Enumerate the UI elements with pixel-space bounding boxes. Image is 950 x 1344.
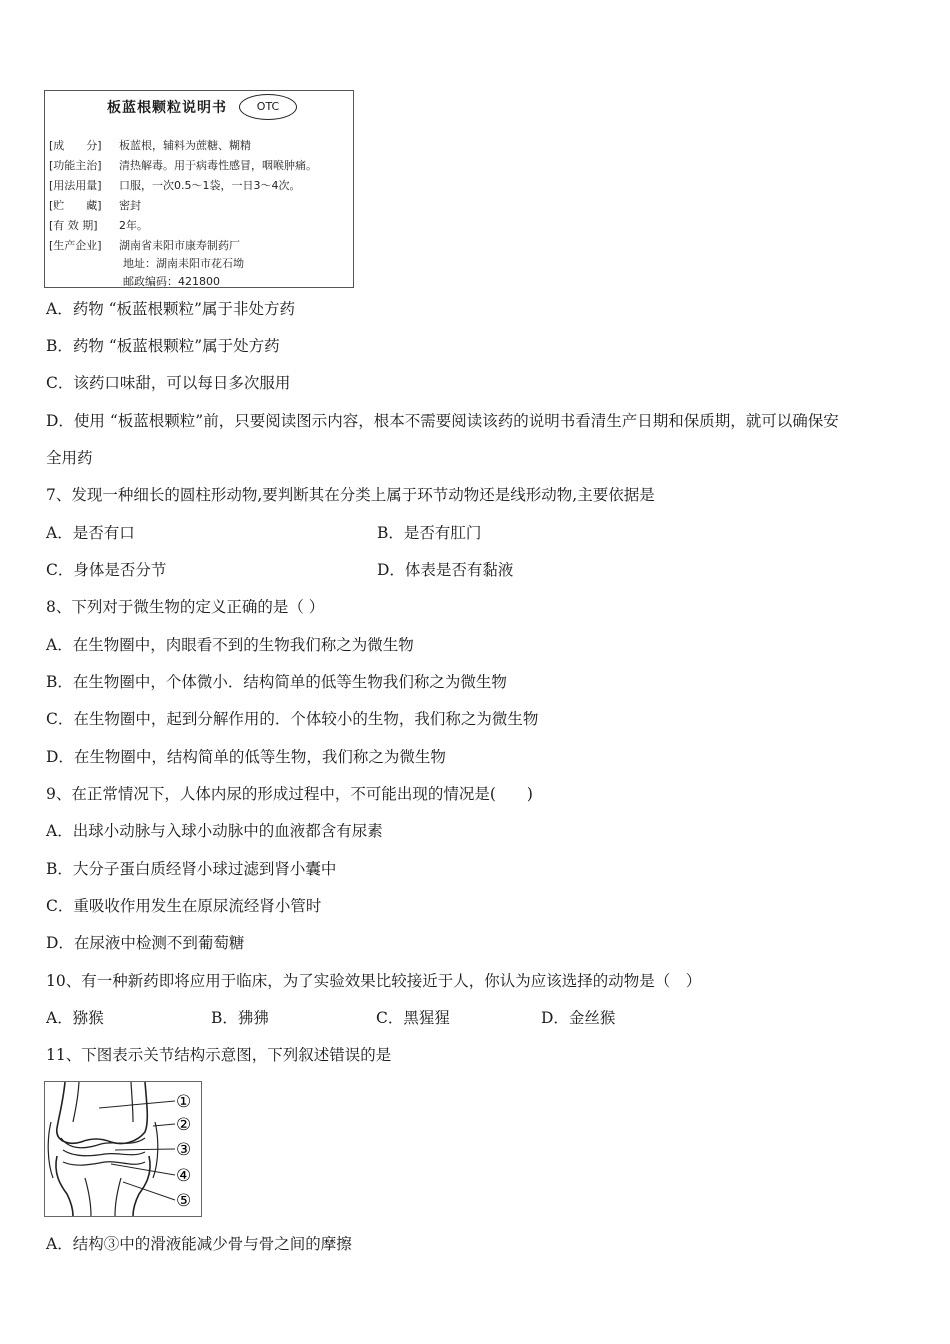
q9-option-d: D．在尿液中检测不到葡萄糖 bbox=[46, 934, 245, 952]
label-row-value: 2年。 bbox=[119, 219, 148, 232]
q11-stem: 11、下图表示关节结构示意图，下列叙述错误的是 bbox=[46, 1046, 392, 1064]
label-row bbox=[49, 157, 317, 173]
q8-stem: 8、下列对于微生物的定义正确的是（ ） bbox=[46, 598, 325, 616]
joint-structure-diagram bbox=[44, 1081, 202, 1217]
q11-option-a: A．结构③中的滑液能减少骨与骨之间的摩擦 bbox=[46, 1235, 352, 1253]
q6-option-a: A．药物 “板蓝根颗粒”属于非处方药 bbox=[46, 300, 295, 318]
q6-option-b: B．药物 “板蓝根颗粒”属于处方药 bbox=[46, 337, 280, 355]
joint-marker: ⑤ bbox=[176, 1191, 192, 1211]
q10-option-d: D．金丝猴 bbox=[541, 1009, 616, 1027]
q8-option-c: C．在生物圈中，起到分解作用的．个体较小的生物，我们称之为微生物 bbox=[46, 710, 539, 728]
drug-label-title: 板蓝根颗粒说明书 bbox=[107, 100, 227, 116]
label-row bbox=[49, 237, 240, 253]
label-row-value: 板蓝根，辅料为蔗糖、糊精 bbox=[119, 139, 251, 152]
label-row bbox=[49, 197, 141, 213]
joint-marker: ② bbox=[176, 1115, 192, 1135]
joint-drawing bbox=[45, 1082, 201, 1216]
label-row-key: [用法用量] bbox=[49, 179, 102, 192]
q7-stem: 7、发现一种细长的圆柱形动物,要判断其在分类上属于环节动物还是线形动物,主要依据是 bbox=[46, 486, 655, 504]
label-row-value: 湖南省耒阳市康寿制药厂 bbox=[119, 239, 240, 252]
q9-stem: 9、在正常情况下，人体内尿的形成过程中，不可能出现的情况是( ) bbox=[46, 785, 533, 803]
q6-option-d-continued: 全用药 bbox=[46, 449, 93, 467]
q7-option-d: D．体表是否有黏液 bbox=[377, 561, 514, 579]
q8-option-d: D．在生物圈中，结构简单的低等生物，我们称之为微生物 bbox=[46, 748, 446, 766]
label-row-key: [功能主治] bbox=[49, 159, 102, 172]
label-row bbox=[49, 177, 301, 193]
otc-badge: OTC bbox=[239, 94, 297, 120]
q6-option-c: C．该药口味甜，可以每日多次服用 bbox=[46, 374, 291, 392]
q6-option-d: D．使用 “板蓝根颗粒”前，只要阅读图示内容，根本不需要阅读该药的说明书看清生产日期和保质期，就可以确保安 bbox=[46, 412, 839, 430]
joint-marker: ④ bbox=[176, 1166, 192, 1186]
q10-option-b: B．狒狒 bbox=[211, 1009, 269, 1027]
label-row bbox=[49, 137, 251, 153]
q9-option-b: B．大分子蛋白质经肾小球过滤到肾小囊中 bbox=[46, 860, 337, 878]
q9-option-c: C．重吸收作用发生在原尿流经肾小管时 bbox=[46, 897, 322, 915]
q7-option-b: B．是否有肛门 bbox=[377, 524, 482, 542]
label-row-value: 清热解毒。用于病毒性感冒，咽喉肿痛。 bbox=[119, 159, 317, 172]
drug-label-figure bbox=[44, 90, 354, 288]
label-postcode: 邮政编码：421800 bbox=[123, 275, 220, 288]
label-row-value: 口服，一次0.5～1袋，一日3～4次。 bbox=[119, 179, 301, 192]
q8-option-a: A．在生物圈中，肉眼看不到的生物我们称之为微生物 bbox=[46, 636, 414, 654]
label-row-key: [成 分] bbox=[49, 139, 102, 152]
joint-marker: ① bbox=[176, 1092, 192, 1112]
joint-marker: ③ bbox=[176, 1140, 192, 1160]
q9-option-a: A．出球小动脉与入球小动脉中的血液都含有尿素 bbox=[46, 822, 383, 840]
q10-stem: 10、有一种新药即将应用于临床，为了实验效果比较接近于人，你认为应该选择的动物是（ ） bbox=[46, 972, 702, 990]
q8-option-b: B．在生物圈中，个体微小．结构简单的低等生物我们称之为微生物 bbox=[46, 673, 507, 691]
label-address: 地址：湖南耒阳市花石坳 bbox=[123, 257, 244, 270]
q7-option-a: A．是否有口 bbox=[46, 524, 135, 542]
label-row-key: [贮 藏] bbox=[49, 199, 102, 212]
label-row-key: [有 效 期] bbox=[49, 219, 98, 232]
q10-option-c: C．黑猩猩 bbox=[376, 1009, 450, 1027]
q10-option-a: A．猕猴 bbox=[46, 1009, 104, 1027]
label-row-value: 密封 bbox=[119, 199, 141, 212]
q7-option-c: C．身体是否分节 bbox=[46, 561, 167, 579]
label-row bbox=[49, 217, 148, 233]
label-row-key: [生产企业] bbox=[49, 239, 102, 252]
